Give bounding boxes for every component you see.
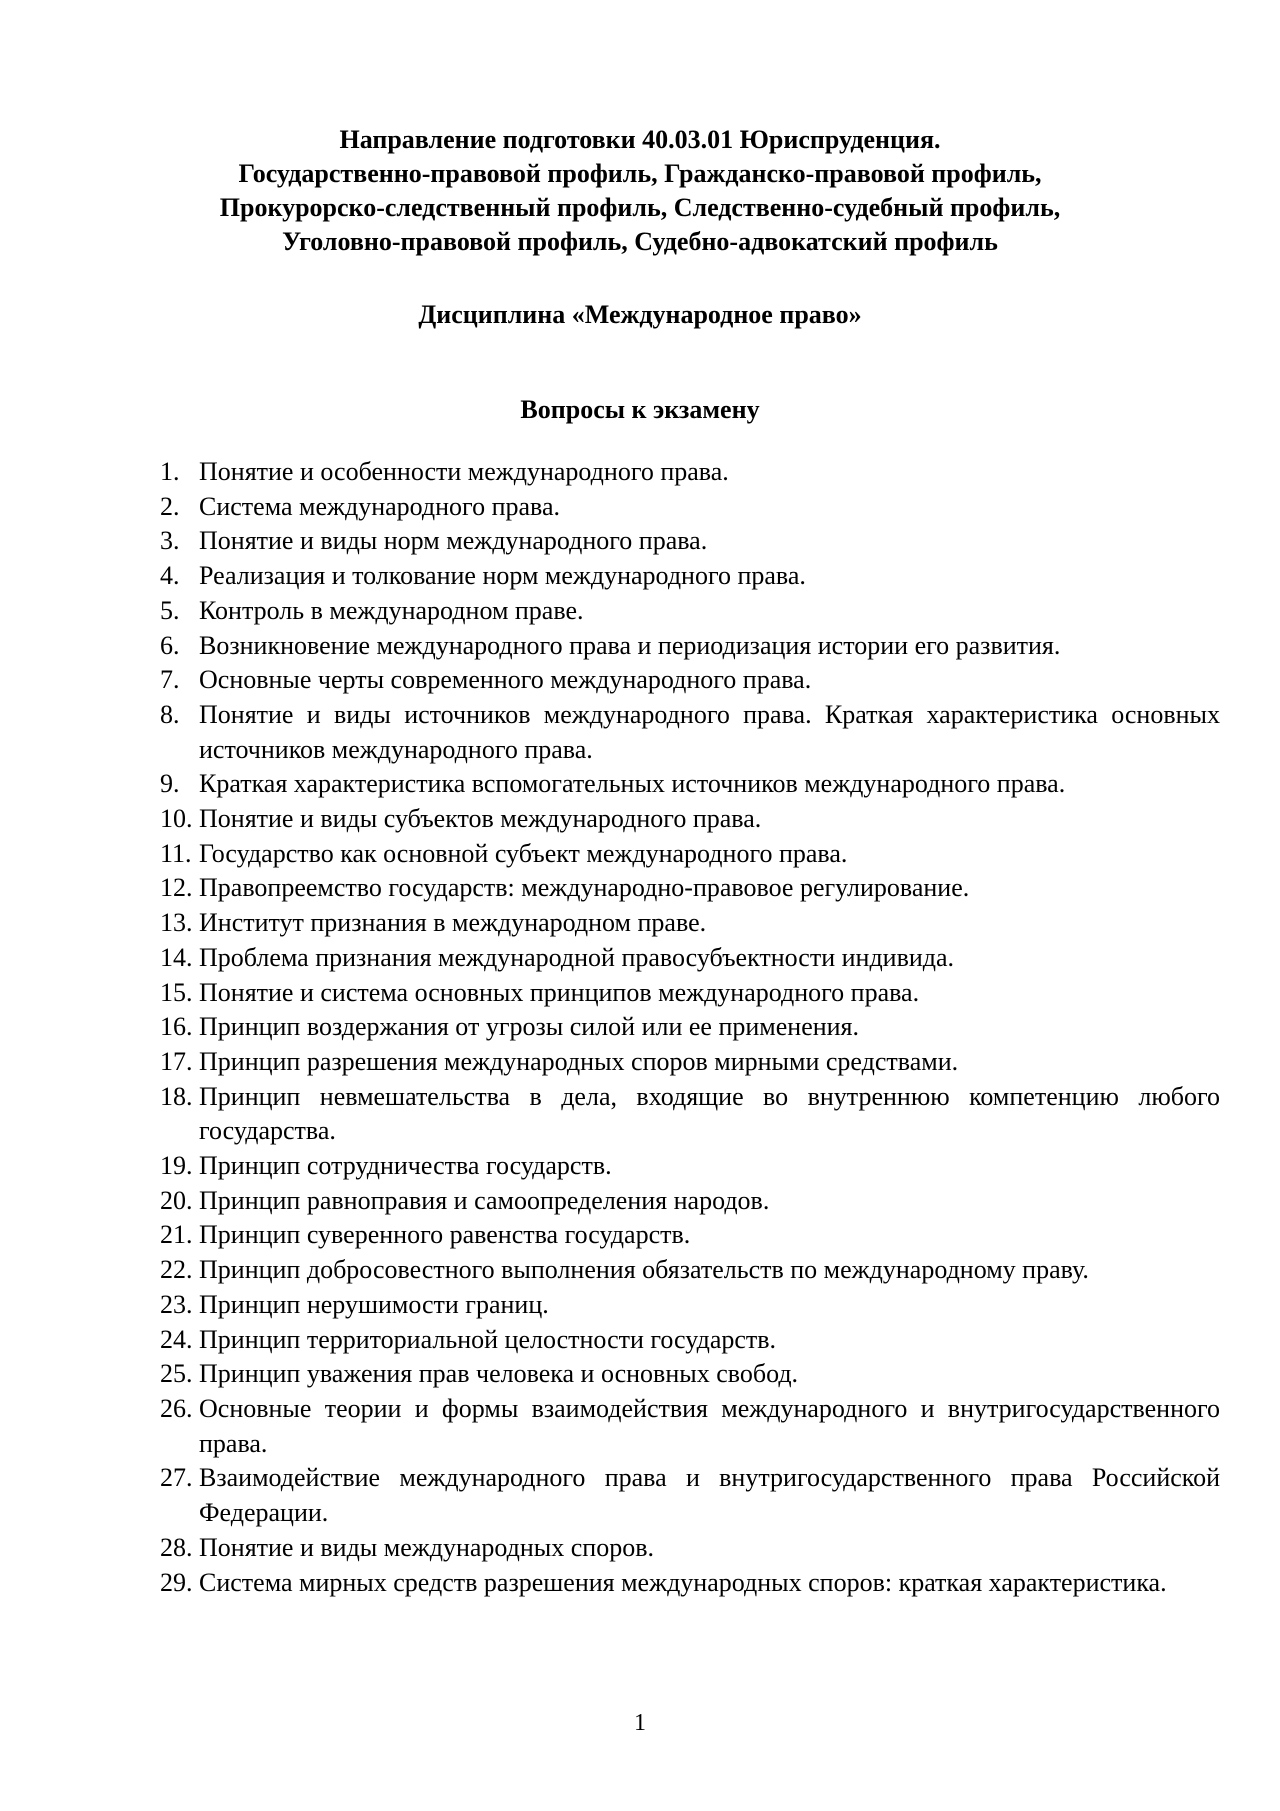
question-number: 19. [160,1151,193,1181]
question-number: 14. [160,942,193,972]
question-text: Краткая характеристика вспомогательных источников международного права. [199,769,1066,799]
question-number: 2. [160,491,180,521]
question-item [160,1461,1220,1530]
question-item [160,559,1220,594]
question-item [160,490,1220,525]
question-number: 1. [160,457,180,486]
question-number: 24. [160,1324,193,1354]
question-text: Принцип суверенного равенства государств. [199,1220,691,1250]
question-item [160,802,1220,837]
question-item [160,871,1220,906]
question-item [160,976,1220,1011]
question-text: Понятие и виды источников международного права. Краткая характеристика основных источников международного права. [199,699,1220,764]
header-line: Государственно-правовой профиль, Гражданско-правовой профиль, [238,159,1042,188]
question-item [160,1357,1220,1392]
question-text: Принцип невмешательства в дела, входящие во внутреннюю компетенцию любого государства. [199,1081,1220,1146]
question-number: 15. [160,977,193,1007]
question-text: Понятие и виды норм международного права. [199,526,708,556]
question-item [160,1045,1220,1080]
question-item [160,837,1220,872]
question-text: Принцип добросовестного выполнения обязательств по международному праву. [199,1255,1089,1285]
question-item [160,1566,1220,1601]
page-number: 1 [634,1710,646,1736]
question-item [160,455,1220,490]
question-number: 5. [160,595,180,625]
question-text: Основные теории и формы взаимодействия международного и внутригосударственного права. [199,1393,1220,1458]
question-number: 29. [160,1567,193,1597]
question-item [160,1010,1220,1045]
discipline-title: Дисциплина «Международное право» [418,300,862,329]
question-text: Система мирных средств разрешения международных споров: краткая характеристика. [199,1567,1167,1597]
question-item [160,1392,1220,1461]
question-number: 18. [160,1081,193,1111]
question-text: Принцип воздержания от угрозы силой или ее применения. [199,1012,860,1042]
question-item [160,906,1220,941]
question-number: 6. [160,630,180,660]
question-number: 12. [160,873,193,903]
question-number: 25. [160,1359,193,1389]
question-text: Понятие и виды международных споров. [199,1532,654,1562]
question-item [160,1218,1220,1253]
question-item [160,629,1220,664]
header-line: Уголовно-правовой профиль, Судебно-адвокатский профиль [282,227,998,256]
question-item [160,663,1220,698]
question-number: 26. [160,1393,193,1423]
question-number: 21. [160,1220,193,1250]
question-text: Проблема признания международной правосубъектности индивида. [199,942,955,972]
question-number: 9. [160,769,180,799]
question-text: Контроль в международном праве. [199,595,584,625]
question-number: 3. [160,526,180,556]
question-number: 11. [160,838,192,868]
question-number: 17. [160,1046,193,1076]
question-item [160,1323,1220,1358]
question-number: 23. [160,1289,193,1319]
question-number: 7. [160,665,180,695]
question-number: 8. [160,699,180,729]
question-number: 4. [160,561,180,591]
question-item [160,941,1220,976]
question-text: Институт признания в международном праве. [199,908,707,938]
question-text: Принцип равноправия и самоопределения народов. [199,1185,770,1215]
question-text: Возникновение международного права и периодизация истории его развития. [199,630,1061,660]
question-number: 28. [160,1532,193,1562]
question-text: Реализация и толкование норм международного права. [199,561,806,591]
question-text: Принцип нерушимости границ. [199,1289,549,1319]
question-number: 22. [160,1255,193,1285]
question-item [160,1531,1220,1566]
question-text: Понятие и особенности международного права. [199,457,729,486]
question-number: 20. [160,1185,193,1215]
question-text: Основные черты современного международного права. [199,665,812,695]
document-header [0,123,1280,259]
question-item [160,1184,1220,1219]
questions-list [160,455,1220,1600]
question-item [160,767,1220,802]
question-number: 16. [160,1012,193,1042]
question-item [160,1253,1220,1288]
question-number: 10. [160,804,193,834]
question-item [160,524,1220,559]
question-text: Принцип территориальной целостности государств. [199,1324,777,1354]
question-text: Принцип уважения прав человека и основных свобод. [199,1359,799,1389]
question-text: Система международного права. [199,491,560,521]
question-text: Взаимодействие международного права и внутригосударственного права Российской Федерации. [199,1463,1220,1528]
question-text: Понятие и виды субъектов международного права. [199,804,762,834]
question-text: Правопреемство государств: международно-правовое регулирование. [199,873,970,903]
question-item [160,1080,1220,1149]
question-text: Принцип сотрудничества государств. [199,1151,612,1181]
question-text: Понятие и система основных принципов международного права. [199,977,920,1007]
question-item [160,1149,1220,1184]
header-line: Направление подготовки 40.03.01 Юриспруденция. [339,125,941,154]
question-text: Принцип разрешения международных споров мирными средствами. [199,1046,959,1076]
question-item [160,698,1220,767]
question-item [160,594,1220,629]
exam-questions-title: Вопросы к экзамену [520,395,760,424]
question-number: 27. [160,1463,193,1493]
question-item [160,1288,1220,1323]
question-number: 13. [160,908,193,938]
header-line: Прокурорско-следственный профиль, Следственно-судебный профиль, [219,193,1061,222]
question-text: Государство как основной субъект международного права. [199,838,848,868]
